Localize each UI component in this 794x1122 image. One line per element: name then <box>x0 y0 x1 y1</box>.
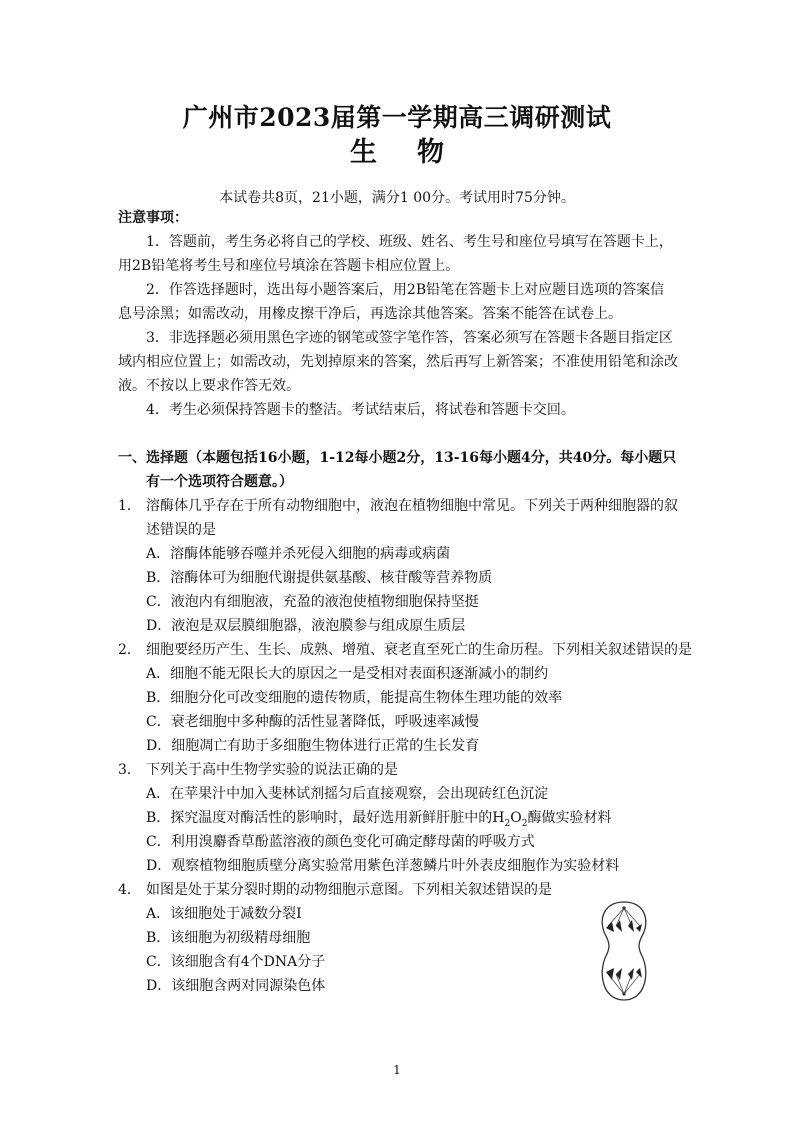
question-text: 溶酶体几乎存在于所有动物细胞中，液泡在植物细胞中常见。下列关于两种细胞器的叙 <box>146 498 678 514</box>
subject-title <box>0 130 794 169</box>
question-text: 如图是处于某分裂时期的动物细胞示意图。下列相关叙述错误的是 <box>146 882 552 898</box>
section-heading-cont: 有一个选项符合题意。） <box>146 474 293 490</box>
option-d: D．液泡是双层膜细胞器，液泡膜参与组成原生质层 <box>146 618 466 634</box>
option-b: B．溶酶体可为细胞代谢提供氨基酸、核苷酸等营养物质 <box>146 570 493 586</box>
option-c: C．该细胞含有4个DNA分子 <box>146 954 326 970</box>
option-a: A．细胞不能无限长大的原因之一是受相对表面积逐渐减小的制约 <box>146 666 549 682</box>
option-d: D．该细胞含两对同源染色体 <box>146 978 326 994</box>
question-text: 细胞要经历产生、生长、成熟、增殖、衰老直至死亡的生命历程。下列相关叙述错误的是 <box>146 642 692 658</box>
option-b <box>146 808 611 834</box>
option-c: C．利用溴麝香草酚蓝溶液的颜色变化可确定酵母菌的呼吸方式 <box>146 834 535 850</box>
notice-line: 2．作答选择题时，选出每小题答案后，用2B铅笔在答题卡上对应题目选项的答案信 <box>146 282 665 298</box>
option-b-text: B．探究温度对酶活性的影响时，最好选用新鲜肝脏中的H <box>146 810 505 826</box>
question-number: 1． <box>118 498 141 514</box>
section-heading: 一、选择题（本题包括16小题，1-12每小题2分，13-16每小题4分，共40分。每小题只 <box>118 450 677 466</box>
option-a: A．溶酶体能够吞噬并杀死侵入细胞的病毒或病菌 <box>146 546 451 562</box>
notice-heading: 注意事项： <box>118 210 188 226</box>
question-number: 4． <box>118 882 141 898</box>
option-b: B．该细胞为初级精母细胞 <box>146 930 311 946</box>
notice-line: 3．非选择题必须用黑色字迹的钢笔或签字笔作答，答案必须写在答题卡各题目指定区 <box>146 330 673 346</box>
option-d: D．细胞凋亡有助于多细胞生物体进行正常的生长发育 <box>146 738 480 754</box>
question-number: 2． <box>118 642 141 658</box>
subject-char-1: 生 <box>350 137 377 168</box>
page-number: 1 <box>393 1063 401 1077</box>
option-a: A．在苹果汁中加入斐林试剂摇匀后直接观察，会出现砖红色沉淀 <box>146 786 549 802</box>
subscript: 2 <box>521 818 528 829</box>
option-c: C．液泡内有细胞液，充盈的液泡使植物细胞保持坚挺 <box>146 594 479 610</box>
option-d: D．观察植物细胞质壁分离实验常用紫色洋葱鳞片叶外表皮细胞作为实验材料 <box>146 858 620 874</box>
notice-line: 用2B铅笔将考生号和座位号填涂在答题卡相应位置上。 <box>118 258 460 274</box>
notice-line: 域内相应位置上；如需改动，先划掉原来的答案，然后再写上新答案；不准使用铅笔和涂改 <box>118 354 678 370</box>
question-text: 下列关于高中生物学实验的说法正确的是 <box>146 762 398 778</box>
exam-info: 本试卷共8页，21小题，满分1 00分。考试用时75分钟。 <box>219 190 575 206</box>
notice-line: 息号涂黑；如需改动，用橡皮擦干净后，再选涂其他答案。答案不能答在试卷上。 <box>118 306 622 322</box>
option-c: C．衰老细胞中多种酶的活性显著降低，呼吸速率减慢 <box>146 714 479 730</box>
exam-title: 广州市2023届第一学期高三调研测试 <box>182 103 612 132</box>
dividing-cell-diagram <box>592 898 656 1004</box>
option-b-tail: 酶做实验材料 <box>527 810 612 826</box>
subject-char-2: 物 <box>417 137 444 168</box>
question-text: 述错误的是 <box>146 522 216 538</box>
notice-line: 4．考生必须保持答题卡的整洁。考试结束后，将试卷和答题卡交回。 <box>146 402 575 418</box>
question-number: 3． <box>118 762 141 778</box>
subscript: 2 <box>504 818 511 829</box>
option-a: A．该细胞处于减数分裂Ⅰ <box>146 906 302 922</box>
notice-line: 液。不按以上要求作答无效。 <box>118 378 300 394</box>
option-b: B．细胞分化可改变细胞的遗传物质，能提高生物体生理功能的效率 <box>146 690 563 706</box>
oxygen-symbol: O <box>510 810 522 826</box>
notice-line: 1．答题前，考生务必将自己的学校、班级、姓名、考生号和座位号填写在答题卡上， <box>146 234 673 250</box>
